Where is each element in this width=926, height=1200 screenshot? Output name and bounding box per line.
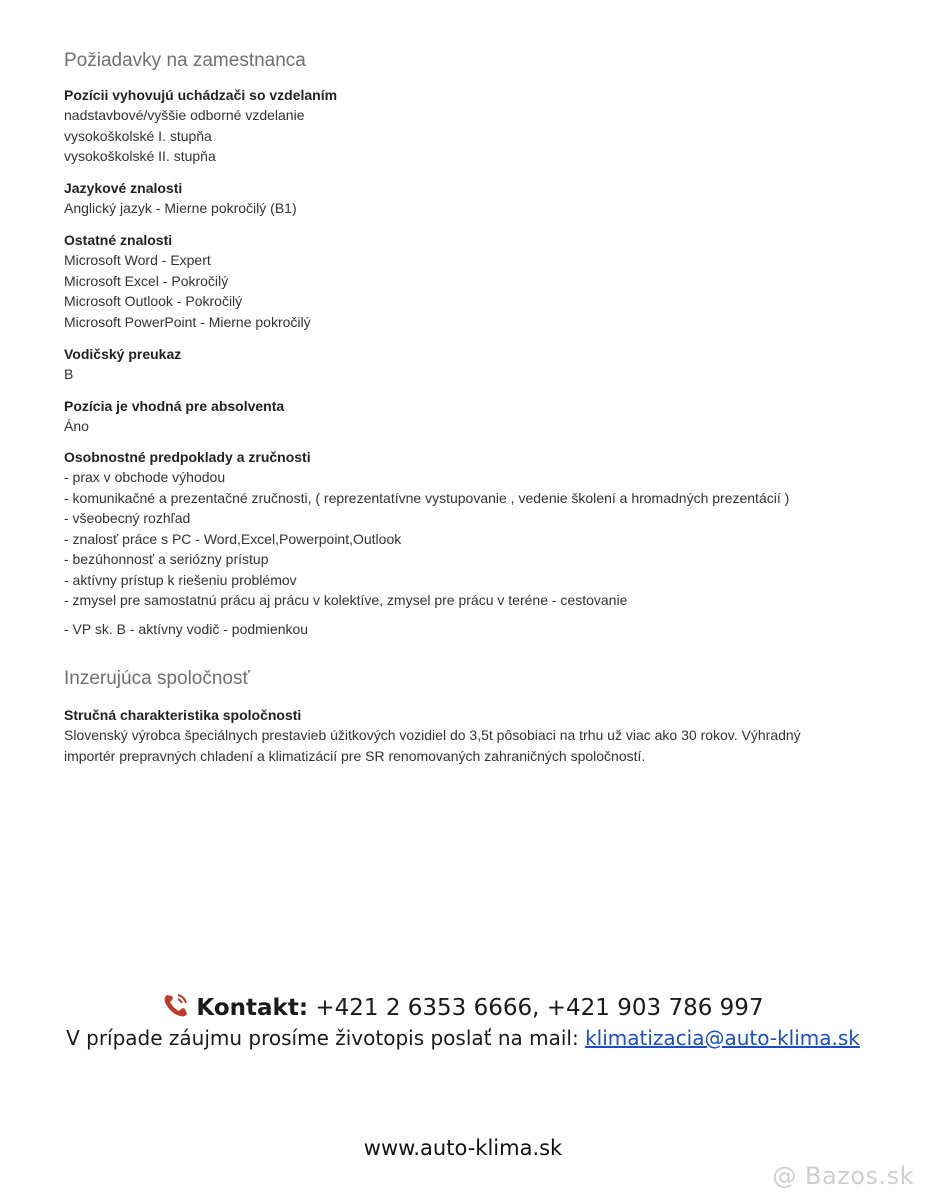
personal-block	[64, 447, 884, 639]
company-section-title: Inzerujúca spoločnosť	[64, 668, 250, 689]
education-label: Pozícii vyhovujú uchádzači so vzdelaním	[64, 87, 338, 103]
personal-item: - aktívny prístup k riešeniu problémov	[64, 571, 297, 588]
personal-item: - komunikačné a prezentačné zručnosti, ( reprezentatívne vystupovanie , vedenie školení a hromadných prezentácií )	[64, 489, 790, 506]
education-item: nadstavbové/vyššie odborné vzdelanie	[64, 107, 305, 123]
personal-label: Osobnostné predpoklady a zručnosti	[64, 449, 311, 465]
languages-block	[64, 178, 884, 219]
graduate-value: Áno	[64, 418, 89, 434]
company-description: importér prepravných chladení a klimatizácií pre SR renomovaných zahraničných spoločností.	[64, 747, 646, 764]
graduate-label: Pozícia je vhodná pre absolventa	[64, 398, 285, 414]
other-skills-label: Ostatné znalosti	[64, 232, 173, 248]
skill-item: Microsoft PowerPoint - Mierne pokročilý	[64, 313, 311, 330]
language-item: Anglický jazyk - Mierne pokročilý (B1)	[64, 200, 297, 216]
skill-item: Microsoft Word - Expert	[64, 252, 211, 268]
bazos-watermark: @ Bazos.sk	[772, 1162, 914, 1190]
company-description: Slovenský výrobca špeciálnych prestavieb úžitkových vozidiel do 3,5t pôsobiaci na trhu už viac ako 30 rokov. Výhradný	[64, 727, 801, 743]
skill-item: Microsoft Excel - Pokročilý	[64, 272, 229, 289]
personal-item: - znalosť práce s PC - Word,Excel,Powerpoint,Outlook	[64, 530, 402, 547]
license-label: Vodičský preukaz	[64, 346, 182, 362]
personal-item: - prax v obchode výhodou	[64, 469, 226, 485]
contact-phones: +421 2 6353 6666, +421 903 786 997	[315, 995, 764, 1021]
education-block	[64, 85, 884, 167]
company-label: Stručná charakteristika spoločnosti	[64, 707, 302, 723]
contact-line	[0, 992, 926, 1024]
requirements-section-title: Požiadavky na zamestnanca	[64, 50, 306, 71]
personal-extra: - VP sk. B - aktívny vodič - podmienkou	[64, 620, 309, 637]
other-skills-block	[64, 230, 884, 332]
education-item: vysokoškolské I. stupňa	[64, 127, 212, 144]
email-link[interactable]: klimatizacia@auto-klima.sk	[585, 1026, 860, 1050]
personal-item: - bezúhonnosť a seriózny prístup	[64, 551, 269, 567]
languages-label: Jazykové znalosti	[64, 180, 183, 196]
phone-icon	[162, 992, 190, 1024]
education-item: vysokoškolské II. stupňa	[64, 148, 216, 164]
graduate-block	[64, 396, 884, 437]
skill-item: Microsoft Outlook - Pokročilý	[64, 293, 243, 309]
mail-text: V prípade záujmu prosíme životopis poslať na mail:	[66, 1026, 579, 1050]
personal-item: - všeobecný rozhľad	[64, 510, 191, 526]
license-value: B	[64, 366, 74, 382]
mail-line	[0, 1026, 926, 1050]
contact-label: Kontakt:	[196, 995, 309, 1021]
license-block	[64, 344, 884, 385]
website-url: www.auto-klima.sk	[363, 1136, 563, 1160]
personal-item: - zmysel pre samostatnú prácu aj prácu v kolektíve, zmysel pre prácu v teréne - cestovanie	[64, 592, 628, 608]
company-block	[64, 705, 884, 766]
